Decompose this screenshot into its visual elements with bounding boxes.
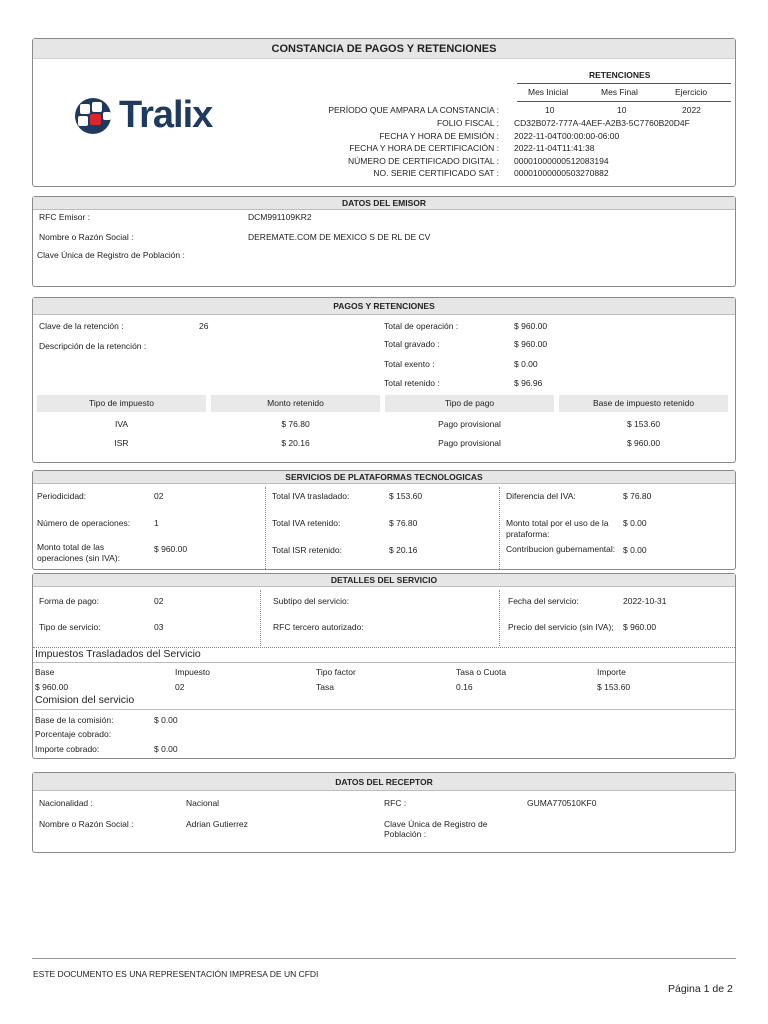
col-ejercicio: Ejercicio [675, 87, 708, 97]
page-number: Página 1 de 2 [668, 983, 733, 995]
document-title: CONSTANCIA DE PAGOS Y RETENCIONES [33, 39, 735, 59]
contribucion-value: $ 0.00 [623, 545, 647, 555]
divider [517, 101, 731, 102]
clave-retencion-value: 26 [199, 321, 209, 331]
iva-retenido-value: $ 76.80 [389, 518, 418, 528]
certificacion-label: FECHA Y HORA DE CERTIFICACIÓN : [349, 143, 499, 153]
tipo-servicio-label: Tipo de servicio: [39, 622, 101, 632]
tipo-servicio-value: 03 [154, 622, 164, 632]
table-cell: $ 960.00 [626, 438, 661, 448]
rfc-receptor-value: GUMA770510KF0 [527, 798, 597, 808]
comision-title: Comision del servicio [35, 694, 135, 706]
tralix-logo-icon [71, 96, 117, 136]
isr-retenido-label: Total ISR retenido: [272, 545, 342, 555]
forma-pago-label: Forma de pago: [39, 596, 100, 606]
num-operaciones-label: Número de operaciones: [37, 518, 131, 528]
table-cell: $ 20.16 [281, 438, 310, 448]
importe-value: $ 153.60 [597, 682, 631, 692]
col-tipo-impuesto: Tipo de impuesto [37, 395, 206, 412]
monto-total-value: $ 960.00 [154, 544, 188, 554]
serie-sat-label: NO. SERIE CERTIFICADO SAT : [373, 168, 499, 178]
monto-uso-label: Monto total por el uso de la [506, 518, 609, 528]
curp-label: Clave Única de Registro de Población : [37, 250, 185, 260]
curp-receptor-label-2: Población : [384, 829, 427, 839]
emision-label: FECHA Y HORA DE EMISIÓN : [379, 131, 499, 141]
divider [265, 487, 266, 569]
col-base-impuesto: Base de impuesto retenido [559, 395, 728, 412]
table-cell: ISR [114, 438, 129, 448]
curp-receptor-label: Clave Única de Registro de [384, 819, 488, 829]
section-title: DETALLES DEL SERVICIO [33, 574, 735, 587]
table-cell: $ 76.80 [281, 419, 310, 429]
rfc-tercero-label: RFC tercero autorizado: [273, 622, 364, 632]
col-tipo-pago: Tipo de pago [385, 395, 554, 412]
nombre-receptor-label: Nombre o Razón Social : [39, 819, 134, 829]
impuestos-col-impuesto: Impuesto [175, 667, 210, 677]
iva-trasladado-label: Total IVA trasladado: [272, 491, 350, 501]
monto-uso-label-2: prataforma: [506, 529, 550, 539]
detalles-section [32, 573, 736, 759]
tasa-value: 0.16 [456, 682, 473, 692]
razon-social-label: Nombre o Razón Social : [39, 232, 134, 242]
precio-servicio-label: Precio del servicio (sin IVA); [508, 622, 614, 632]
total-gravado-label: Total gravado : [384, 339, 440, 349]
impuestos-title: Impuestos Trasladados del Servicio [35, 648, 201, 660]
periodo-label: PERÍODO QUE AMPARA LA CONSTANCIA : [328, 105, 499, 115]
header-section [32, 38, 736, 187]
periodicidad-value: 02 [154, 491, 164, 501]
section-title: PAGOS Y RETENCIONES [33, 298, 735, 315]
razon-social-value: DEREMATE.COM DE MEXICO S DE RL DE CV [248, 232, 431, 242]
col-monto-retenido: Monto retenido [211, 395, 380, 412]
total-gravado-value: $ 960.00 [514, 339, 548, 349]
section-title: DATOS DEL EMISOR [33, 197, 735, 210]
precio-servicio-value: $ 960.00 [623, 622, 657, 632]
monto-uso-value: $ 0.00 [623, 518, 647, 528]
divider [499, 487, 500, 569]
iva-trasladado-value: $ 153.60 [389, 491, 423, 501]
rfc-receptor-label: RFC : [384, 798, 407, 808]
mes-inicial-value: 10 [545, 105, 555, 115]
section-title: DATOS DEL RECEPTOR [33, 773, 735, 791]
tralix-logo [71, 96, 241, 136]
base-comision-value: $ 0.00 [154, 715, 178, 725]
total-exento-value: $ 0.00 [514, 359, 538, 369]
monto-total-label: Monto total de las [37, 542, 105, 552]
mes-final-value: 10 [617, 105, 627, 115]
ejercicio-value: 2022 [682, 105, 701, 115]
forma-pago-value: 02 [154, 596, 164, 606]
divider [517, 83, 731, 84]
impuestos-col-importe: Importe [597, 667, 626, 677]
divider [260, 590, 261, 646]
descripcion-retencion-label: Descripción de la retención : [39, 341, 147, 351]
tipo-factor-value: Tasa [316, 682, 334, 692]
footer-divider [32, 958, 736, 959]
impuestos-col-base: Base [35, 667, 55, 677]
footer-note: ESTE DOCUMENTO ES UNA REPRESENTACIÓN IMPRESA DE UN CFDI [33, 969, 319, 979]
periodicidad-label: Periodicidad: [37, 491, 87, 501]
importe-cobrado-label: Importe cobrado: [35, 744, 100, 754]
diferencia-iva-label: Diferencia del IVA: [506, 491, 576, 501]
monto-total-label-2: operaciones (sin IVA): [37, 553, 120, 563]
retenciones-title: RETENCIONES [589, 70, 651, 80]
divider [499, 590, 500, 646]
subtipo-label: Subtipo del servicio: [273, 596, 350, 606]
isr-retenido-value: $ 20.16 [389, 545, 418, 555]
folio-label: FOLIO FISCAL : [436, 118, 499, 128]
divider [33, 709, 735, 710]
impuestos-col-tasa: Tasa o Cuota [456, 667, 507, 677]
divider [33, 662, 735, 663]
impuesto-value: 02 [175, 682, 185, 692]
total-operacion-value: $ 960.00 [514, 321, 548, 331]
clave-retencion-label: Clave de la retención : [39, 321, 124, 331]
logo-wordmark: Tralix [119, 94, 213, 136]
impuestos-col-tipo-factor: Tipo factor [316, 667, 356, 677]
table-cell: Pago provisional [438, 419, 501, 429]
section-title: SERVICIOS DE PLATAFORMAS TECNOLOGICAS [33, 471, 735, 484]
fecha-servicio-value: 2022-10-31 [623, 596, 667, 606]
impuesto-base-value: $ 960.00 [35, 682, 69, 692]
emisor-section [32, 196, 736, 287]
importe-cobrado-value: $ 0.00 [154, 744, 178, 754]
rfc-emisor-value: DCM991109KR2 [248, 212, 312, 222]
table-cell: IVA [114, 419, 129, 429]
rfc-emisor-label: RFC Emisor : [39, 212, 90, 222]
certificado-digital-label: NÚMERO DE CERTIFICADO DIGITAL : [348, 156, 499, 166]
table-cell: $ 153.60 [626, 419, 661, 429]
certificado-digital-value: 00001000000512083194 [514, 156, 609, 166]
total-retenido-value: $ 96.96 [514, 378, 543, 388]
col-mes-final: Mes Final [601, 87, 638, 97]
base-comision-label: Base de la comisión: [35, 715, 114, 725]
col-mes-inicial: Mes Inicial [528, 87, 569, 97]
serie-sat-value: 00001000000503270882 [514, 168, 609, 178]
num-operaciones-value: 1 [154, 518, 159, 528]
servicios-section [32, 470, 736, 570]
fecha-servicio-label: Fecha del servicio: [508, 596, 579, 606]
contribucion-label: Contribucion gubernamental: [506, 544, 616, 554]
total-operacion-label: Total de operación : [384, 321, 459, 331]
folio-value: CD32B072-777A-4AEF-A2B3-5C7760B20D4F [514, 118, 690, 128]
nacionalidad-value: Nacional [186, 798, 220, 808]
receptor-section [32, 772, 736, 853]
certificacion-value: 2022-11-04T11:41:38 [514, 143, 595, 153]
emision-value: 2022-11-04T00:00:00-06:00 [514, 131, 620, 141]
total-exento-label: Total exento : [384, 359, 435, 369]
table-cell: Pago provisional [438, 438, 501, 448]
iva-retenido-label: Total IVA retenido: [272, 518, 341, 528]
pagos-section [32, 297, 736, 463]
diferencia-iva-value: $ 76.80 [623, 491, 652, 501]
nombre-receptor-value: Adrian Gutierrez [186, 819, 248, 829]
porcentaje-label: Porcentaje cobrado: [35, 729, 112, 739]
nacionalidad-label: Nacionalidad : [39, 798, 93, 808]
total-retenido-label: Total retenido : [384, 378, 440, 388]
